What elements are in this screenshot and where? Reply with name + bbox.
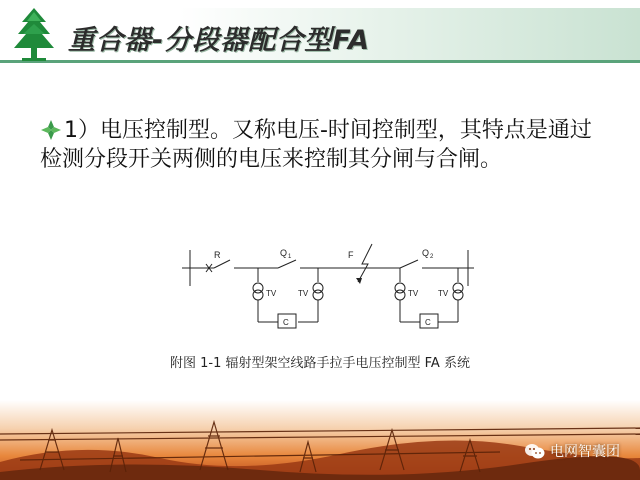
diamond-bullet-icon xyxy=(40,119,62,141)
tv-label-1: TV xyxy=(266,289,277,298)
q2-label: Q xyxy=(422,248,430,258)
content-paragraph xyxy=(40,116,600,174)
c-label-2: C xyxy=(425,318,431,327)
pine-tree-logo-icon xyxy=(8,6,60,62)
page-title: 重合器-分段器配合型FA xyxy=(68,25,371,56)
q2-subscript: 2 xyxy=(430,254,434,260)
brand-name: 电网智囊团 xyxy=(550,444,620,460)
tv-label-2: TV xyxy=(298,289,309,298)
paragraph-text: 1）电压控制型。又称电压-时间控制型，其特点是通过检测分段开关两侧的电压来控制其分闸与合闸。 xyxy=(40,118,592,172)
slide-header xyxy=(0,0,640,66)
diagram-caption: 附图 1-1 辐射型架空线路手拉手电压控制型 FA 系统 xyxy=(170,356,470,371)
q1-subscript: 1 xyxy=(288,254,292,260)
wechat-icon xyxy=(524,442,546,460)
tv-label-4: TV xyxy=(438,289,449,298)
fault-label: F xyxy=(348,250,354,260)
tv-label-3: TV xyxy=(408,289,419,298)
voltage-control-fa-diagram xyxy=(178,238,478,338)
c-label-1: C xyxy=(283,318,289,327)
brand-watermark xyxy=(524,440,620,462)
recloser-label: R xyxy=(214,250,221,260)
header-divider xyxy=(0,60,640,63)
q1-label: Q xyxy=(280,248,288,258)
